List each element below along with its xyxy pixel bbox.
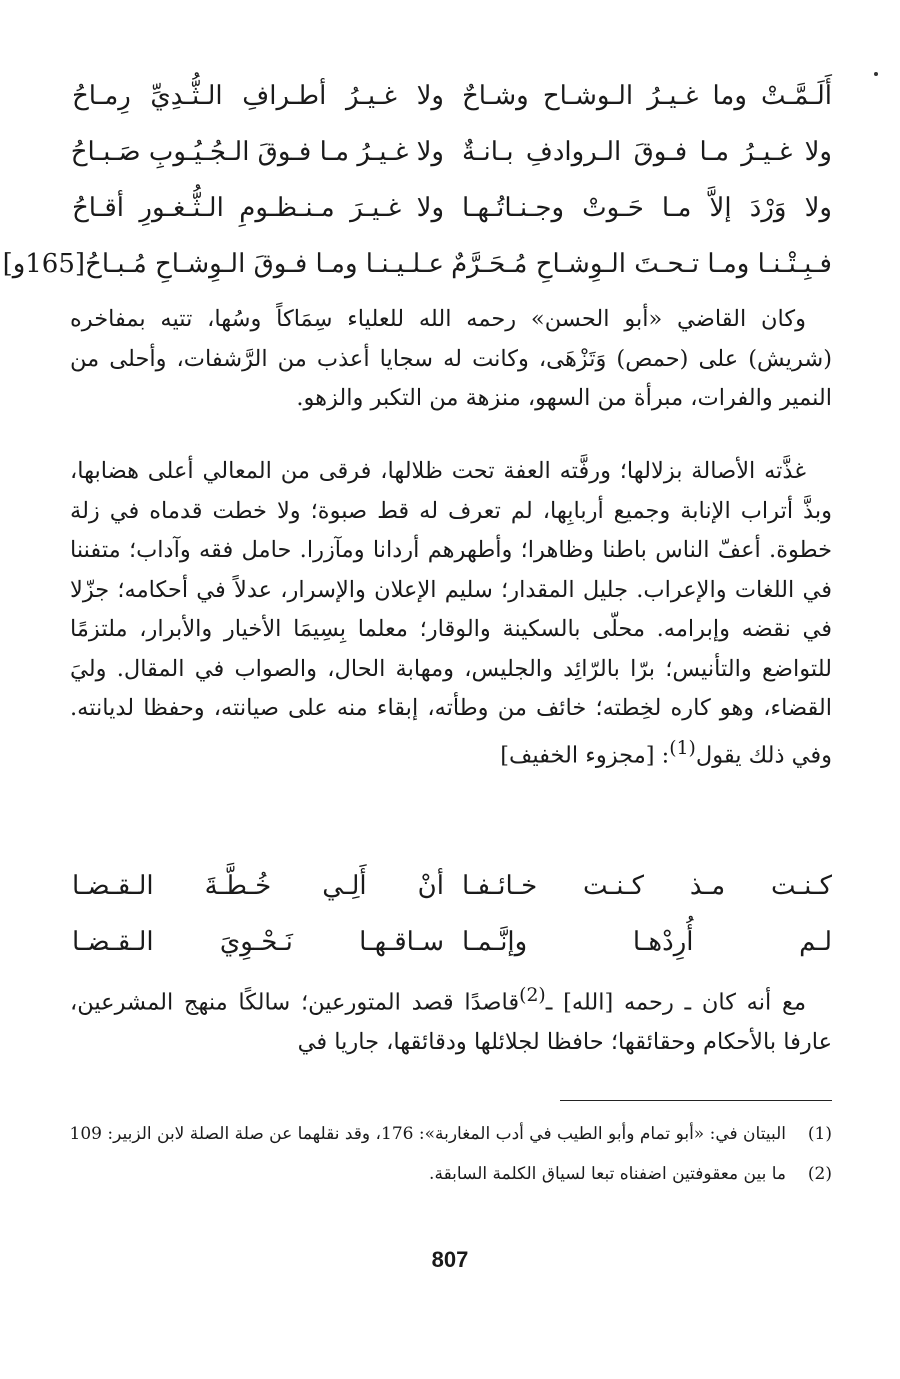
footnote-separator — [560, 1100, 832, 1101]
paragraph-body: قاصدًا قصد المتورعين؛ سالكًا منهج المشرعين، عارفا بالأحكام وحقائقها؛ حافظا لجلائلها ودقائقها، جاريا في — [70, 989, 832, 1055]
paragraph-body: غذَّته الأصالة بزلالها؛ ورفَّته العفة تحت ظلالها، فرقى من المعالي أعلى هضابها، وبذَّ أتراب الإنابة وجميع أربابِها، لم تعرف له قط صبوة؛ ولا خطت قدماه في زلة خطوة. أعفّ الناس باطنا وظاهرا؛ وأطهرهم أردانا ومآزرا. حامل فقه وآداب؛ متفننا في اللغات والإعراب. جليل المقدار؛ سليم الإعلان والإسرار، عدلاً في أحكامه؛ جزّلا في نقضه وإبرامه. محلّى بالسكينة والوقار؛ معلما بِسِيمَا الأخيار والأبرار، ملتزمًا للتواضع والتأنيس؛ برّا بالرّائِد والجليس، ومهابة الحال، والصواب في المقال. وليَ القضاء، وهو كاره لخِطته؛ خائف من وطأته، إبقاء منه على صيانته، وحفظا لديانته. وفي ذلك يقول — [70, 458, 832, 768]
verse-second-hemistich: أنْ أَلِـي خُـطَّـةَ الـقـضـا — [72, 871, 444, 901]
verse-second-hemistich: ولا غـيـرُ أطـرافِ الـثُّـدِيِّ رِمـاحُ — [72, 81, 444, 111]
poem-verses-1 — [2, 68, 832, 292]
verse-second-hemistich: عـلـيـنـا ومـا فـوقَ الـوِشـاحِ مُـبـاحُ[165و] — [2, 249, 444, 279]
verse-second-hemistich: ولا غـيـرُ مـا فـوقَ الـجُـيُـوبِ صَـبـاحُ — [70, 137, 444, 167]
verse-line — [72, 124, 832, 180]
page-edge-mark — [874, 72, 878, 76]
footnote-number: (2) — [807, 1164, 832, 1184]
paragraph-judge-intro — [70, 300, 832, 419]
verse-line — [72, 858, 832, 914]
footnote-item — [68, 1118, 832, 1150]
paragraph-start: مع أنه كان ـ رحمه [الله] ـ — [545, 989, 806, 1016]
footnote-text: البيتان في: «أبو تمام وأبو الطيب في أدب المغاربة»: 176، وقد نقلهما عن صلة الصلة لابن الزبير: 109 — [69, 1124, 786, 1144]
verse-line — [72, 180, 832, 236]
verse-line — [2, 236, 832, 292]
footnote-ref-1: (1) — [669, 737, 696, 759]
poem-verses-2 — [72, 858, 832, 970]
verse-first-hemistich: ولا وَرْدَ إلاَّ مـا حَـوتْ وجـنـاتُـهـا — [462, 193, 832, 223]
verse-line — [72, 914, 832, 970]
verse-first-hemistich: كـنـت مـذ كـنـت خـائـفـا — [462, 871, 832, 901]
verse-second-hemistich: ولا غـيـرَ مـنـظـومِ الـثُّـغـورِ أقـاحُ — [72, 193, 444, 223]
verse-first-hemistich: فـبِـتْـنـا ومـا تـحـتَ الـوِشـاحِ مُـحَـرَّمٌ — [451, 249, 832, 279]
paragraph-text: وكان القاضي «أبو الحسن» رحمه الله للعلياء سِمَاكاً وسُها، تتيه بمفاخره (شريش) على (حمص) وَتَزْهَى، وكانت له سجايا أعذب من الرَّشفات، وأحلى من النمير والفرات، مبرأة من السهو، منزهة من التكبر والزهو. — [70, 306, 832, 411]
page-number: 807 — [431, 1247, 469, 1272]
footnotes — [68, 1118, 832, 1198]
footnote-ref-2: (2) — [519, 985, 546, 1006]
paragraph-judge-piety — [70, 976, 832, 1063]
footnote-number: (1) — [807, 1124, 832, 1144]
paragraph-text — [70, 976, 832, 1063]
footnote-text: ما بين معقوفتين اضفناه تبعا لسياق الكلمة السابقة. — [429, 1164, 786, 1184]
verse-second-hemistich: سـاقـهـا نَـحْـوِيَ الـقـضـا — [72, 927, 444, 957]
verse-first-hemistich: ولا غـيـرُ مـا فـوقَ الـروادفِ بـانـةٌ — [462, 137, 832, 167]
paragraph-text — [70, 452, 832, 776]
verse-first-hemistich: أَلَـمَّـتْ وما غـيـرُ الـوشـاح وشـاحٌ — [462, 81, 832, 111]
footnote-item — [68, 1158, 832, 1190]
paragraph-judge-virtues — [70, 452, 832, 776]
meter-label: : [مجزوء الخفيف] — [500, 742, 670, 768]
verse-first-hemistich: لـم أُرِدْهـا وإنَّـمـا — [462, 927, 832, 957]
verse-line — [72, 68, 832, 124]
